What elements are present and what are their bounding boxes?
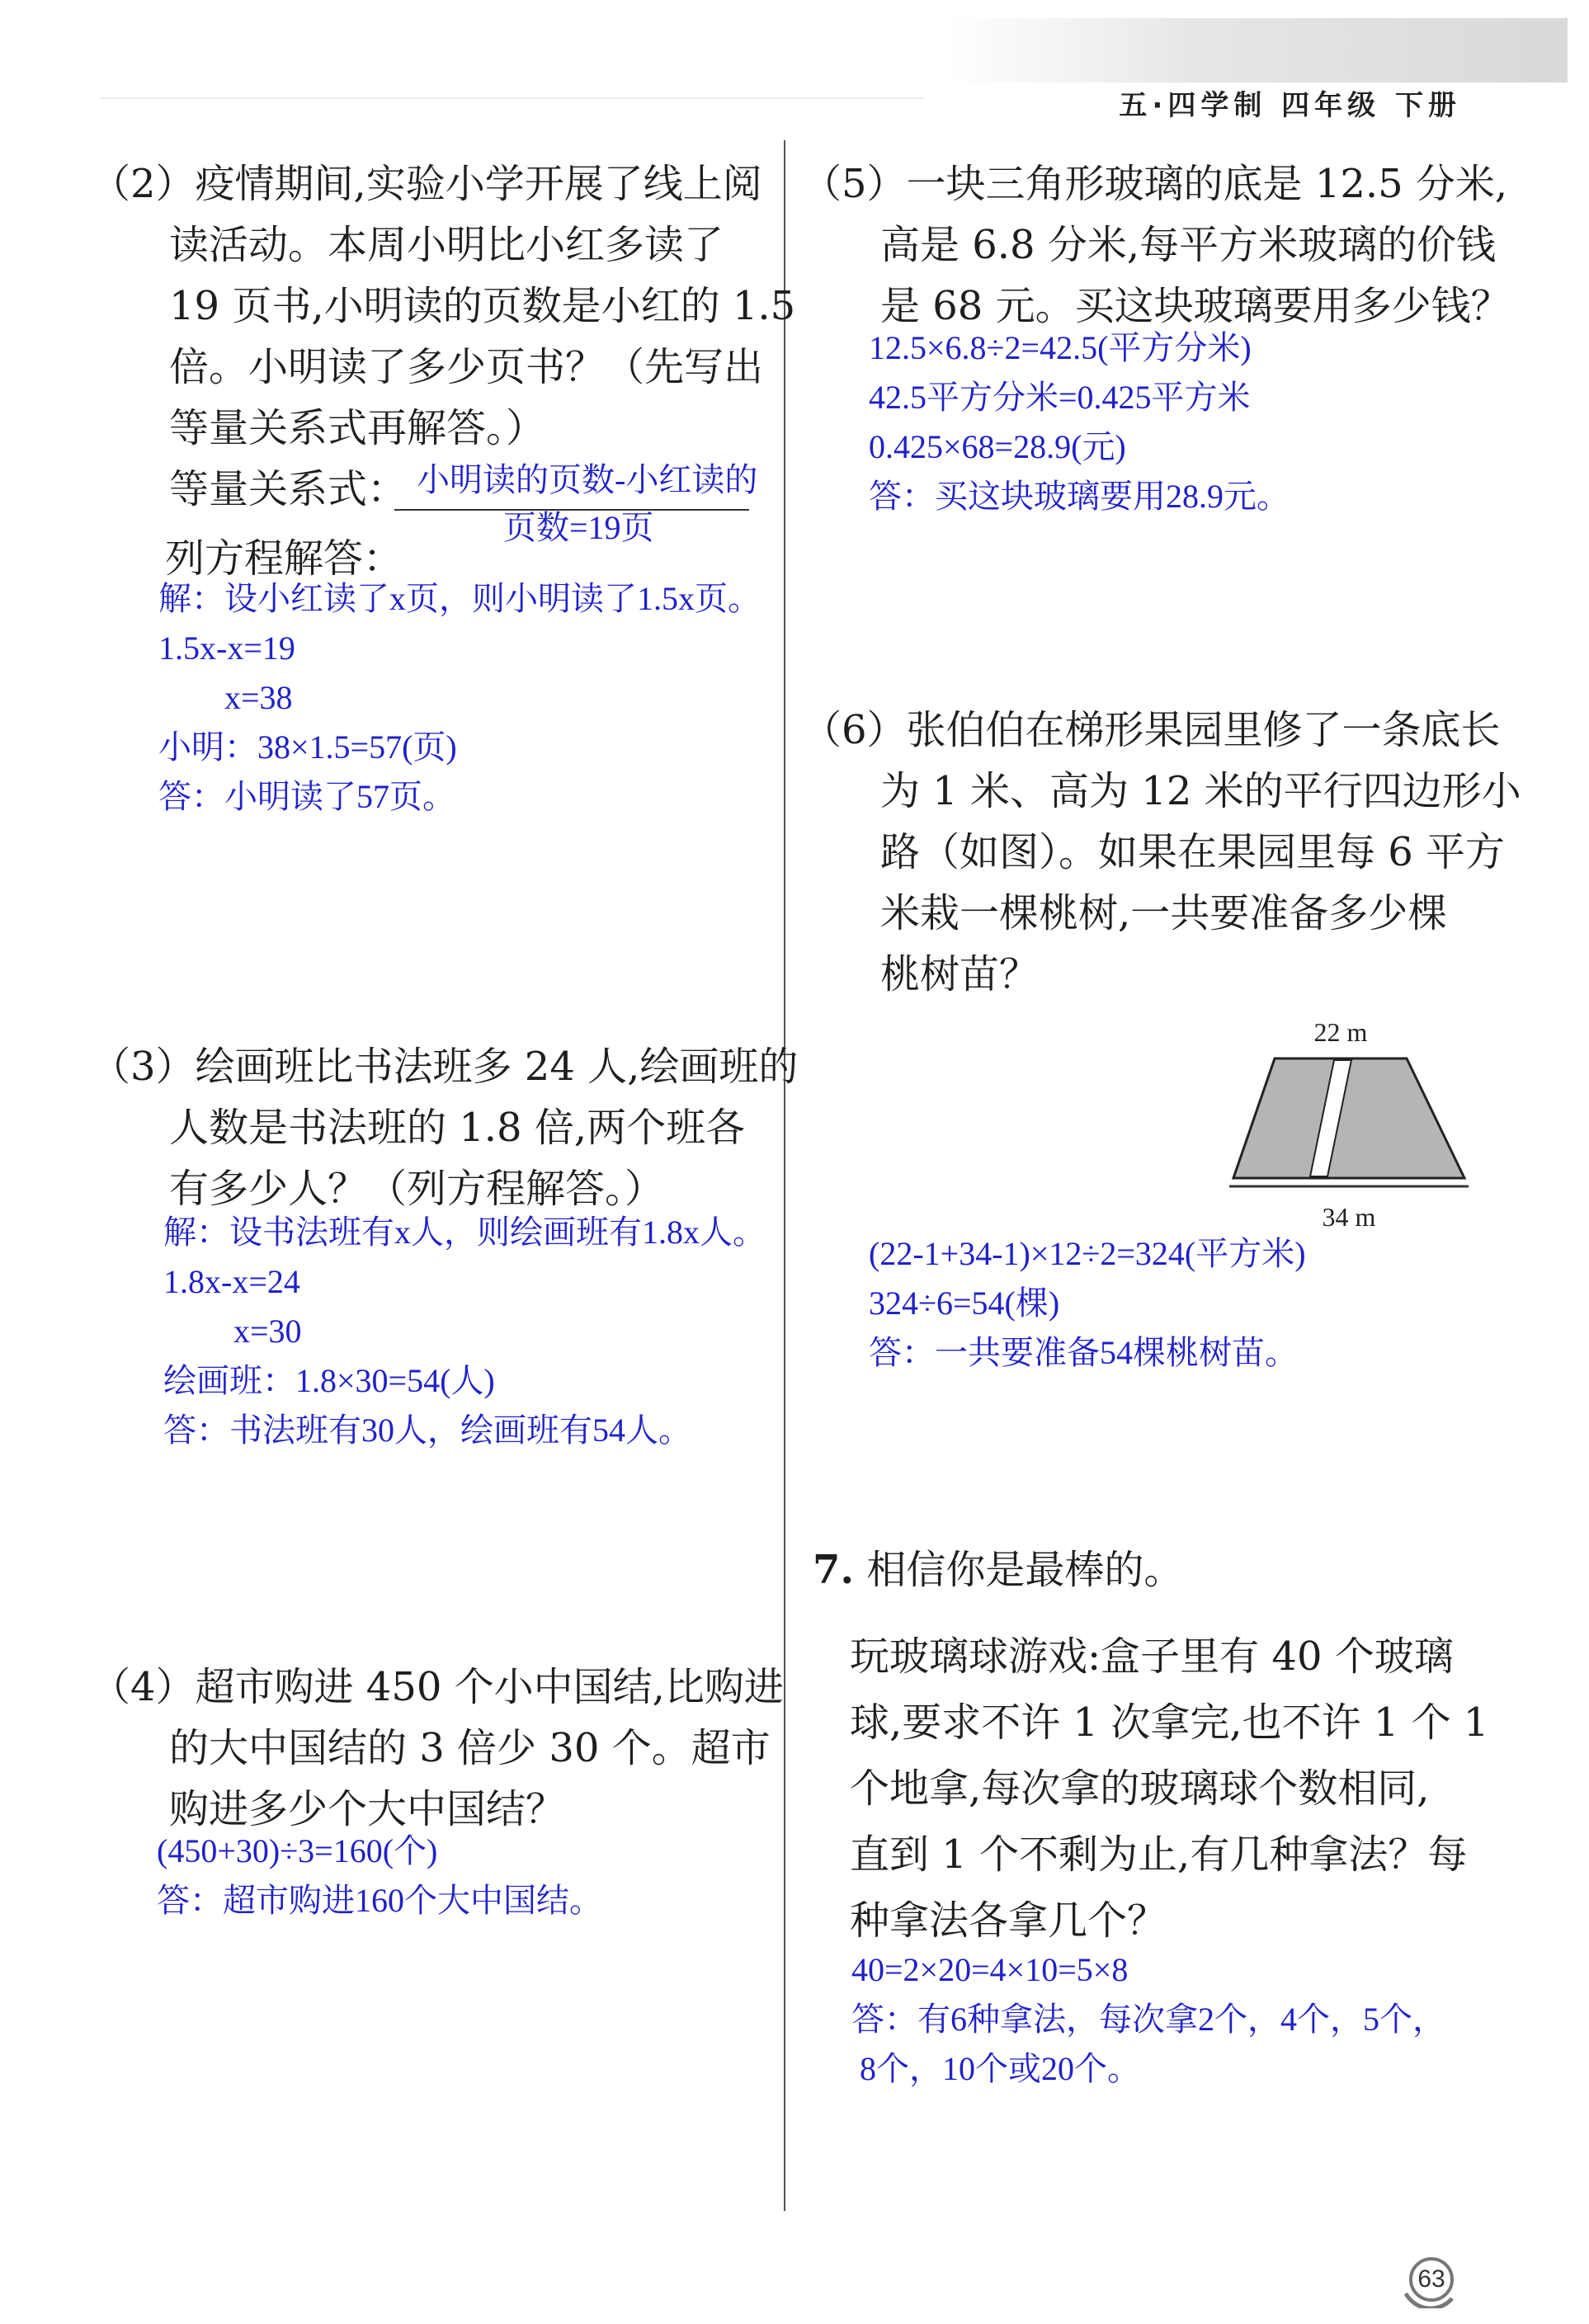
q4-line-3: 购进多少个大中国结？ <box>169 1786 566 1832</box>
q3-line-3: 有多少人？（列方程解答。） <box>169 1166 665 1212</box>
orchard-trapezoid <box>1233 1058 1464 1178</box>
q6-line-2: 为 1 米、高为 12 米的平行四边形小 <box>880 768 1521 814</box>
q2-equation-line-1: 小明读的页数-小红读的 <box>417 461 758 498</box>
q3-answer-line-4: 绘画班：1.8×30=54(人) <box>163 1362 495 1399</box>
q6-answer-line-2: 324÷6=54(棵) <box>869 1285 1060 1322</box>
q4-line-2: 的大中国结的 3 倍少 30 个。超市 <box>169 1725 771 1771</box>
question-2 <box>91 153 795 459</box>
q3-answer-line-1: 解：设书法班有x人，则绘画班有1.8x人。 <box>163 1214 766 1251</box>
q6-line-1: （6）张伯伯在梯形果园里修了一条底长 <box>802 707 1501 753</box>
q3-line-2: 人数是书法班的 1.8 倍,两个班各 <box>169 1105 746 1151</box>
q5-line-2: 高是 6.8 分米,每平方米玻璃的价钱 <box>880 222 1497 268</box>
q3-line-1: （3）绘画班比书法班多 24 人,绘画班的 <box>91 1044 799 1090</box>
q6-line-5: 桃树苗？ <box>880 951 1040 997</box>
q3-answer-line-3: x=30 <box>233 1313 302 1350</box>
q7-line-1: 玩玻璃球游戏:盒子里有 40 个玻璃 <box>850 1633 1454 1680</box>
q7-line-2: 球,要求不许 1 次拿完,也不许 1 个 1 <box>850 1699 1489 1746</box>
q2-equation-line-2: 页数=19页 <box>503 509 654 546</box>
q6-answer-line-3: 答：一共要准备54棵桃树苗。 <box>869 1334 1298 1371</box>
question-4 <box>91 1657 784 1840</box>
q7-line-4: 直到 1 个不剩为止,有几种拿法？每 <box>850 1831 1468 1878</box>
q6-line-4: 米栽一棵桃树,一共要准备多少棵 <box>880 890 1448 936</box>
q5-line-3: 是 68 元。买这块玻璃要用多少钱？ <box>880 283 1511 329</box>
header-band <box>949 18 1568 82</box>
question-7 <box>850 1624 1488 1954</box>
q2-answer-line-2: 1.5x-x=19 <box>158 629 295 667</box>
q4-answer-line-2: 答：超市购进160个大中国结。 <box>157 1882 602 1919</box>
q2-answer <box>158 574 761 822</box>
q2-answer-line-3: x=38 <box>224 679 293 716</box>
q3-answer <box>163 1208 766 1455</box>
q4-answer-line-1: (450+30)÷3=160(个) <box>157 1832 438 1869</box>
q2-line-2: 读活动。本周小明比小红多读了 <box>169 222 724 268</box>
question-7-title <box>813 1539 1183 1600</box>
q2-line-3: 19 页书,小明读的页数是小红的 1.5 <box>169 283 796 329</box>
grade-header: 五·四学制 四年级 下册 <box>1119 89 1461 122</box>
q2-answer-line-4: 小明：38×1.5=57(页) <box>158 728 457 766</box>
q2-line-5: 等量关系式再解答。） <box>169 405 546 451</box>
figure-top-label: 22 m <box>1313 1017 1368 1047</box>
q2-line-4: 倍。小明读了多少页书？（先写出 <box>169 344 764 390</box>
page-number <box>1394 2251 1469 2308</box>
q4-line-1: （4）超市购进 450 个小中国结,比购进 <box>91 1664 784 1710</box>
q7-answer <box>851 1945 1445 2094</box>
q4-answer <box>157 1827 602 1926</box>
q7-title: 相信你是最棒的。 <box>866 1547 1184 1593</box>
question-6 <box>802 700 1521 1005</box>
question-3 <box>91 1036 798 1219</box>
q6-answer <box>869 1229 1306 1378</box>
q2-line-1: （2）疫情期间,实验小学开展了线上阅 <box>91 161 762 207</box>
q7-line-5: 种拿法各拿几个？ <box>850 1897 1167 1944</box>
q5-answer-line-4: 答：买这块玻璃要用28.9元。 <box>869 478 1290 515</box>
q7-line-3: 个地拿,每次拿的玻璃球个数相同, <box>850 1765 1430 1812</box>
q3-answer-line-5: 答：书法班有30人，绘画班有54人。 <box>163 1412 691 1449</box>
page-number-text: 63 <box>1417 2265 1445 2293</box>
q5-answer <box>869 323 1290 521</box>
q2-equation-label: 等量关系式： <box>169 466 408 512</box>
q5-answer-line-1: 12.5×6.8÷2=42.5(平方分米) <box>869 329 1252 366</box>
q7-answer-line-3: 8个，10个或20个。 <box>860 2050 1140 2087</box>
trapezoid-orchard-figure <box>1225 1013 1473 1236</box>
q7-answer-line-2: 答：有6种拿法，每次拿2个，4个，5个， <box>851 2001 1445 2038</box>
q2-answer-line-5: 答：小明读了57页。 <box>158 778 455 815</box>
figure-bottom-label: 34 m <box>1322 1202 1376 1232</box>
q2-method-label: 列方程解答： <box>165 535 403 582</box>
header-rule <box>99 97 924 99</box>
q6-answer-line-1: (22-1+34-1)×12÷2=324(平方米) <box>869 1235 1306 1272</box>
q3-answer-line-2: 1.8x-x=24 <box>163 1263 300 1300</box>
q5-line-1: （5）一块三角形玻璃的底是 12.5 分米, <box>802 161 1508 207</box>
q7-number: 7. <box>813 1547 855 1593</box>
q5-answer-line-2: 42.5平方分米=0.425平方米 <box>869 379 1251 416</box>
q2-answer-line-1: 解：设小红读了x页，则小明读了1.5x页。 <box>158 580 761 617</box>
question-5 <box>802 153 1511 337</box>
q7-answer-line-1: 40=2×20=4×10=5×8 <box>851 1951 1129 1988</box>
q5-answer-line-3: 0.425×68=28.9(元) <box>869 428 1126 465</box>
q6-line-3: 路（如图）。如果在果园里每 6 平方 <box>880 829 1506 875</box>
